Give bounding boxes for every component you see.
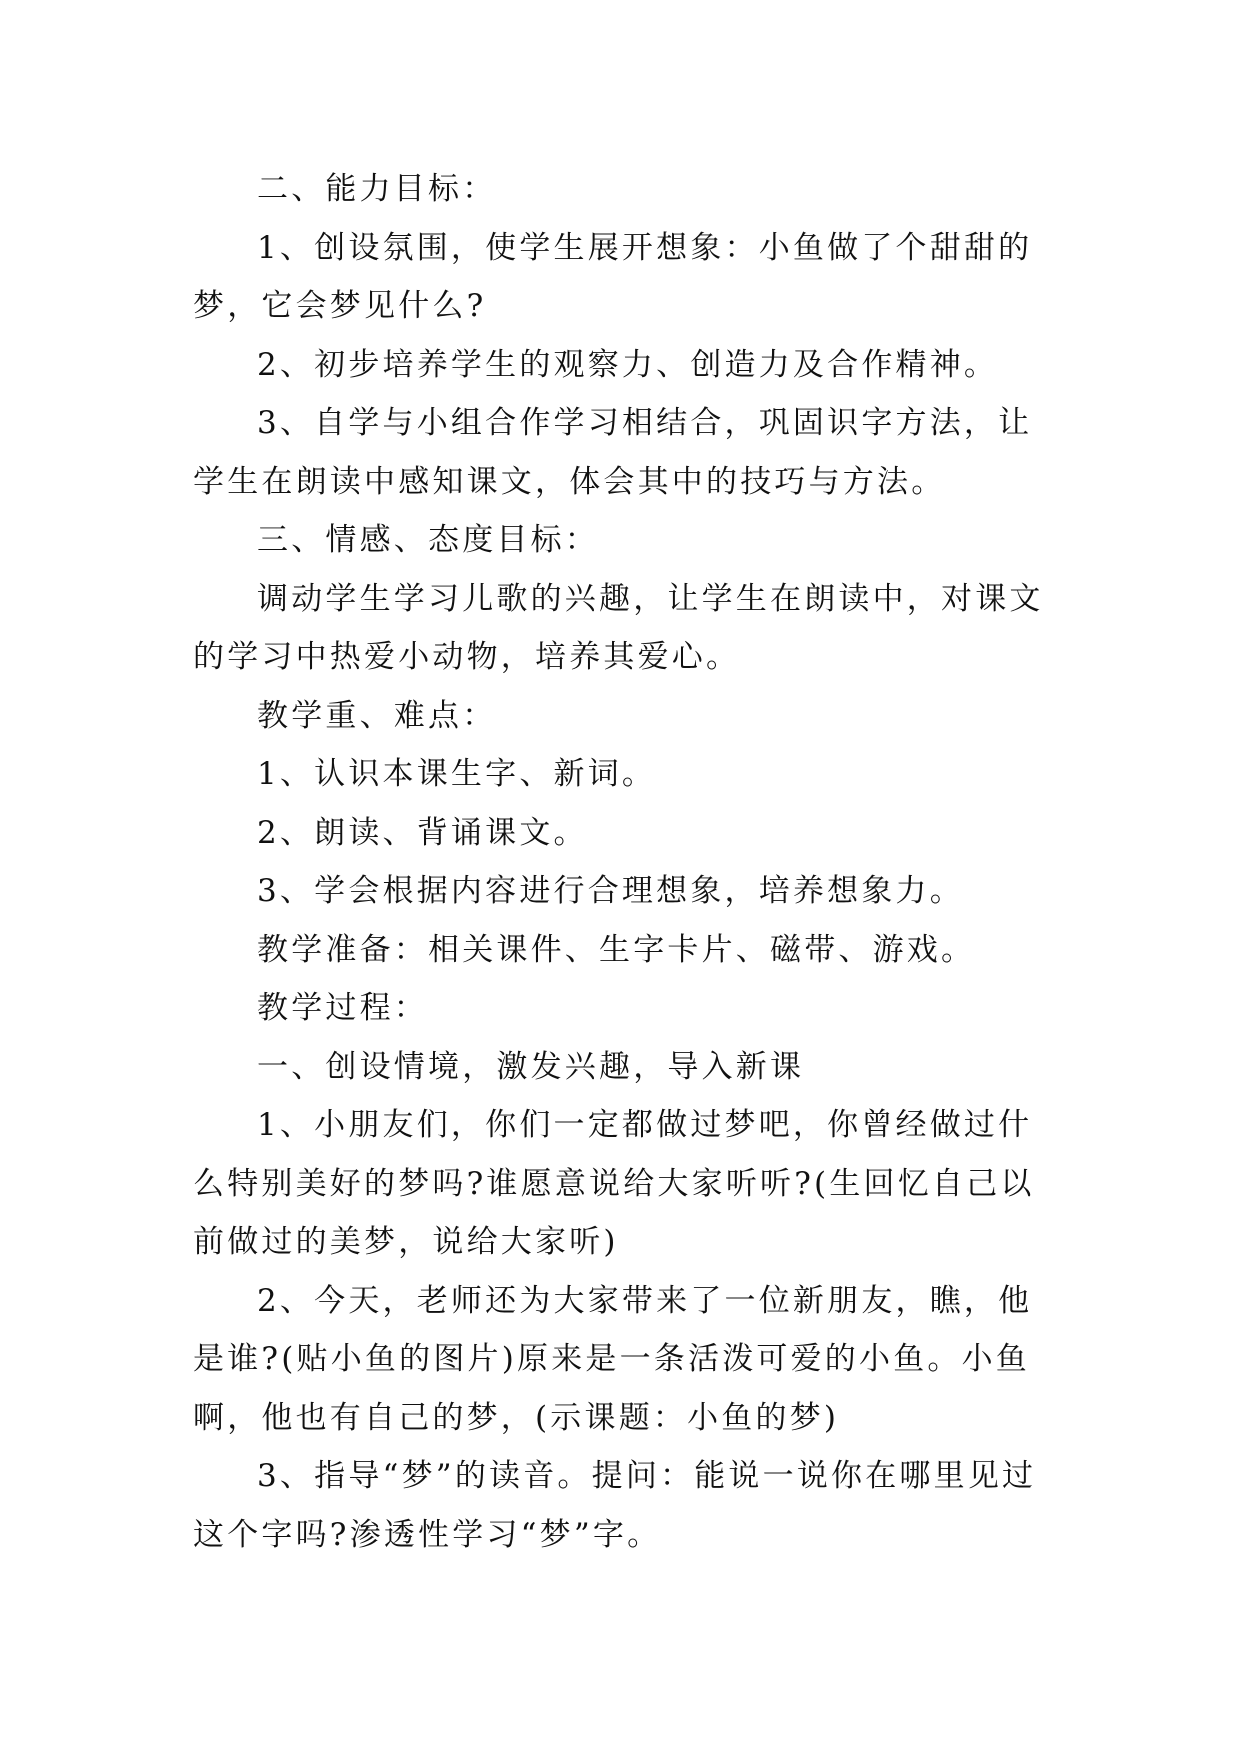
key-point-item-3: 3、学会根据内容进行合理想象，培养想象力。 xyxy=(257,873,964,909)
teaching-preparation: 教学准备：相关课件、生字卡片、磁带、游戏。 xyxy=(257,931,976,968)
ability-goal-item-2: 2、初步培养学生的观察力、创造力及合作精神。 xyxy=(257,346,999,383)
process-step-heading-1: 一、创设情境，激发兴趣，导入新课 xyxy=(257,1048,805,1085)
process-step-item-3: 3、指导“梦”的读音。提问：能说一说你在哪里见过这个字吗?渗透性学习“梦”字。 xyxy=(193,1458,1037,1553)
document-body xyxy=(193,160,1063,1564)
process-step-item-1: 1、小朋友们，你们一定都做过梦吧，你曾经做过什么特别美好的梦吗?谁愿意说给大家听听?(生回忆自己以前做过的美梦，说给大家听) xyxy=(193,1107,1035,1260)
ability-goal-item-1: 1、创设氛围，使学生展开想象：小鱼做了个甜甜的梦，它会梦见什么? xyxy=(193,229,1033,324)
ability-goal-item-3: 3、自学与小组合作学习相结合，巩固识字方法，让学生在朗读中感知课文，体会其中的技巧与方法。 xyxy=(193,405,1033,500)
heading-ability-goals: 二、能力目标： xyxy=(257,171,497,207)
process-step-item-2: 2、今天，老师还为大家带来了一位新朋友，瞧，他是谁?(贴小鱼的图片)原来是一条活泼可爱的小鱼。小鱼啊，他也有自己的梦，(示课题：小鱼的梦) xyxy=(193,1282,1033,1436)
heading-teaching-process: 教学过程： xyxy=(257,990,428,1026)
emotion-goal-text: 调动学生学习儿歌的兴趣，让学生在朗读中，对课文的学习中热爱小动物，培养其爱心。 xyxy=(193,580,1044,675)
key-point-item-1: 1、认识本课生字、新词。 xyxy=(257,756,657,792)
key-point-item-2: 2、朗读、背诵课文。 xyxy=(257,814,588,851)
heading-key-points: 教学重、难点： xyxy=(257,697,497,734)
heading-emotion-goals: 三、情感、态度目标： xyxy=(257,522,599,558)
